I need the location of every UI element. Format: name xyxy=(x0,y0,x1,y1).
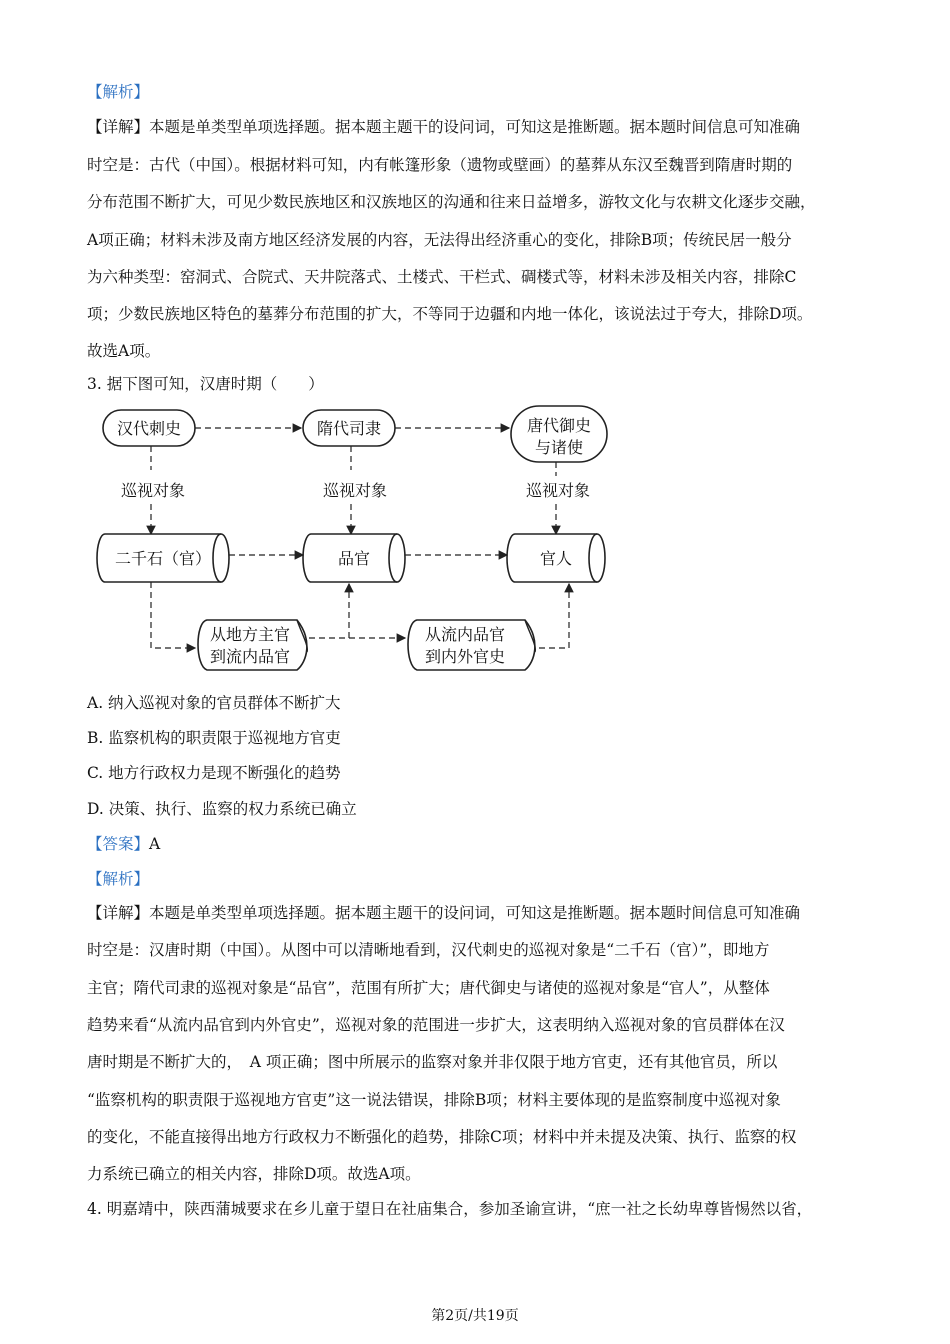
analysis-paragraph-line: 唐时期是不断扩大的， A 项正确；图中所展示的监察对象并非仅限于地方官吏，还有其他官员，所以 xyxy=(87,1053,778,1071)
node-label: 二千石（官） xyxy=(114,549,212,568)
option-b: B. 监察机构的职责限于巡视地方官吏 xyxy=(87,729,341,747)
answer-line xyxy=(87,834,160,854)
answer-label: 【答案】 xyxy=(87,835,150,853)
edge-label: 巡视对象 xyxy=(322,481,388,500)
analysis-paragraph-line: 主官；隋代司隶的巡视对象是“品官”，范围有所扩大；唐代御史与诸使的巡视对象是“官人”，从整体 xyxy=(87,979,770,997)
analysis-paragraph-line: “监察机构的职责限于巡视地方官吏”这一说法错误，排除B项；材料主要体现的是监察制度中巡视对象 xyxy=(87,1091,781,1109)
edge-label: 巡视对象 xyxy=(525,481,591,500)
analysis-paragraph-line: 力系统已确立的相关内容，排除D项。故选A项。 xyxy=(87,1165,421,1183)
node-label: 隋代司隶 xyxy=(316,419,382,438)
inspection-diagram xyxy=(95,400,615,685)
analysis-paragraph-line: 时空是：古代（中国）。根据材料可知，内有帐篷形象（遗物或壁画）的墓葬从东汉至魏晋到隋唐时期的 xyxy=(87,156,793,174)
detail-label: 【详解】 xyxy=(87,118,150,136)
analysis-paragraph-line: 的变化，不能直接得出地方行政权力不断强化的趋势，排除C项；材料中并未提及决策、执行、监察的权 xyxy=(87,1128,797,1146)
option-a: A. 纳入巡视对象的官员群体不断扩大 xyxy=(87,694,341,712)
analysis-paragraph-line: 【详解】本题是单类型单项选择题。据本题主题干的设问词，可知这是推断题。据本题时间信息可知准确 xyxy=(87,118,801,136)
option-c: C. 地方行政权力是现不断强化的趋势 xyxy=(87,764,341,782)
detail-label: 【详解】 xyxy=(87,904,150,922)
analysis-label: 【解析】 xyxy=(87,83,150,101)
node-label: 到内外官史 xyxy=(424,647,506,666)
node-label: 从地方主官 xyxy=(209,625,291,644)
node-label: 官人 xyxy=(539,549,573,568)
node-label: 从流内品官 xyxy=(424,625,506,644)
analysis-paragraph-line: 【详解】本题是单类型单项选择题。据本题主题干的设问词，可知这是推断题。据本题时间信息可知准确 xyxy=(87,904,801,922)
analysis-paragraph-line: 趋势来看“从流内品官到内外官史”，巡视对象的范围进一步扩大，这表明纳入巡视对象的官员群体在汉 xyxy=(87,1016,785,1034)
analysis-paragraph-line: 为六种类型：窑洞式、合院式、天井院落式、土楼式、干栏式、碉楼式等，材料未涉及相关内容，排除C xyxy=(87,268,797,286)
node-label: 到流内品官 xyxy=(209,647,291,666)
page-footer: 第2页/共19页 xyxy=(431,1308,519,1324)
node-label: 汉代刺史 xyxy=(116,419,182,438)
node-label: 与诸使 xyxy=(534,438,584,457)
question-3-stem: 3. 据下图可知，汉唐时期（ ） xyxy=(87,375,324,393)
answer-value: A xyxy=(149,835,161,853)
node-label: 品官 xyxy=(337,549,371,568)
analysis-paragraph-line: A项正确；材料未涉及南方地区经济发展的内容，无法得出经济重心的变化，排除B项；传统民居一般分 xyxy=(87,231,792,249)
analysis-paragraph-line: 分布范围不断扩大，可见少数民族地区和汉族地区的沟通和往来日益增多，游牧文化与农耕文化逐步交融， xyxy=(87,193,816,211)
question-4-stem: 4. 明嘉靖中，陕西蒲城要求在乡儿童于望日在社庙集合，参加圣谕宣讲，“庶一社之长幼卑尊皆惕然以省， xyxy=(87,1200,813,1218)
analysis-paragraph-line: 时空是：汉唐时期（中国）。从图中可以清晰地看到，汉代刺史的巡视对象是“二千石（官）”，即地方 xyxy=(87,941,770,959)
option-d: D. 决策、执行、监察的权力系统已确立 xyxy=(87,800,357,818)
node-label: 唐代御史 xyxy=(526,416,592,435)
analysis-label: 【解析】 xyxy=(87,870,150,888)
analysis-paragraph-line: 故选A项。 xyxy=(87,342,161,360)
analysis-paragraph-line: 项；少数民族地区特色的墓葬分布范围的扩大，不等同于边疆和内地一体化，该说法过于夸大，排除D项。 xyxy=(87,305,813,323)
edge-label: 巡视对象 xyxy=(120,481,186,500)
